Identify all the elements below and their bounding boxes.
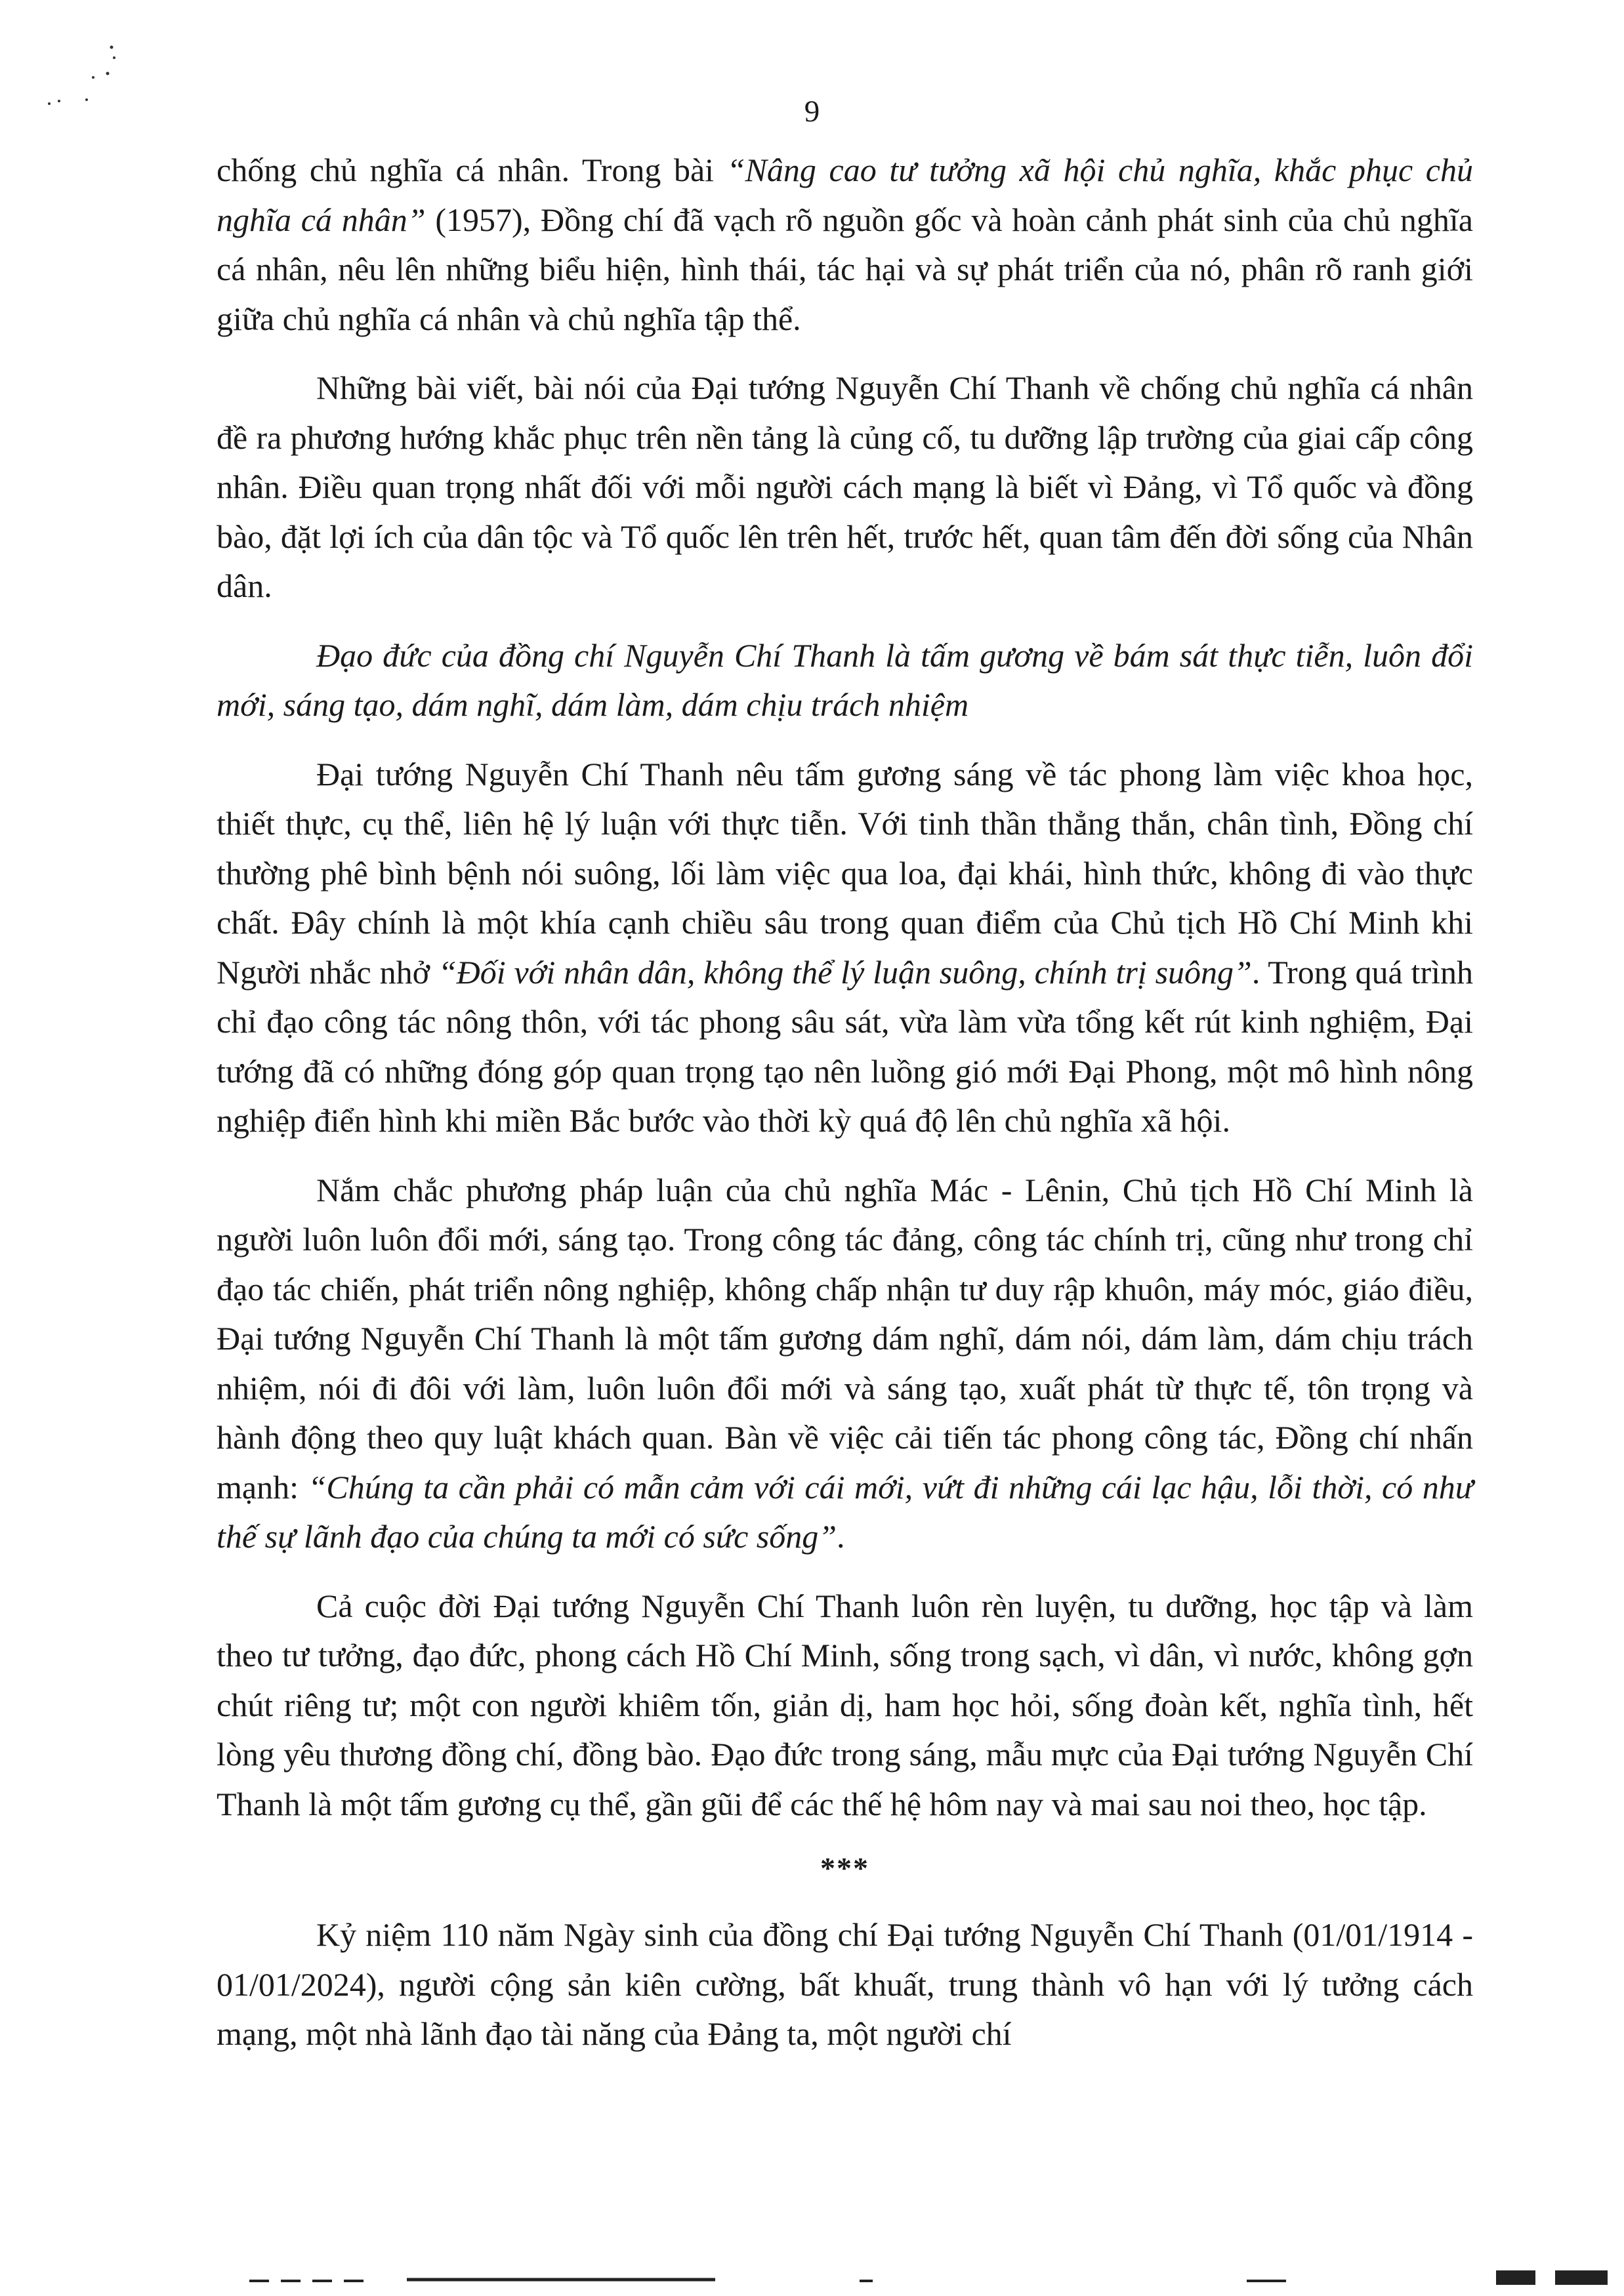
paragraph bbox=[217, 146, 1473, 344]
text-run: Đại tướng Nguyễn Chí Thanh nêu tấm gương sáng về tác phong làm việc khoa học, thiết thực, cụ thể, liên hệ lý luận với thực tiễn. Với tinh thần thẳng thắn, chân tình, Đồng chí thường phê bình bệnh nói suông, lối làm việc qua loa, đại khái, hình thức, không đi vào thực chất. Đây chính là một khía cạnh chiều sâu trong quan điểm của Chủ tịch Hồ Chí Minh khi Người nhắc nhở bbox=[217, 755, 1473, 991]
page-bottom-marks bbox=[0, 2266, 1624, 2286]
paragraph bbox=[217, 1582, 1473, 1830]
paragraph bbox=[217, 750, 1473, 1146]
italic-text: Đạo đức của đồng chí Nguyễn Chí Thanh là tấm gương về bám sát thực tiễn, luôn đổi mới, sáng tạo, dám nghĩ, dám làm, dám chịu trách nhiệm bbox=[217, 636, 1473, 723]
document-body bbox=[217, 146, 1473, 2079]
text-run: Nắm chắc phương pháp luận của chủ nghĩa Mác - Lênin, Chủ tịch Hồ Chí Minh là người luôn luôn đổi mới, sáng tạo. Trong công tác đảng, công tác chính trị, cũng như trong chỉ đạo tác chiến, phát triển nông nghiệp, không chấp nhận tư duy rập khuôn, máy móc, giáo điều, Đại tướng Nguyễn Chí Thanh là một tấm gương dám nghĩ, dám nói, dám làm, dám chịu trách nhiệm, nói đi đôi với làm, luôn luôn đổi mới và sáng tạo, xuất phát từ thực tế, tôn trọng và hành động theo quy luật khách quan. Bàn về việc cải tiến tác phong công tác, Đồng chí nhấn mạnh: bbox=[217, 1171, 1473, 1506]
italic-text: “Đối với nhân dân, không thể lý luận suông, chính trị suông” bbox=[438, 953, 1252, 991]
italic-text: “Nâng cao tư tưởng xã hội chủ nghĩa, khắc phục chủ nghĩa cá nhân” bbox=[217, 152, 1474, 238]
closing-paragraph bbox=[217, 1910, 1473, 2059]
text-run: (1957), Đồng chí đã vạch rõ nguồn gốc và hoàn cảnh phát sinh của chủ nghĩa cá nhân, nêu lên những biểu hiện, hình thái, tác hại và sự phát triển của nó, phân rõ ranh giới giữa chủ nghĩa cá nhân và chủ nghĩa tập thể. bbox=[217, 201, 1473, 337]
paragraph bbox=[217, 1166, 1473, 1562]
text-run: Kỷ niệm 110 năm Ngày sinh của đồng chí Đại tướng Nguyễn Chí Thanh (01/01/1914 - 01/01/2024), người cộng sản kiên cường, bất khuất, trung thành vô hạn với lý tưởng cách mạng, một nhà lãnh đạo tài năng của Đảng ta, một người chí bbox=[217, 1916, 1473, 2052]
text-run: . Trong quá trình chỉ đạo công tác nông thôn, với tác phong sâu sát, vừa làm vừa tổng kết rút kinh nghiệm, Đại tướng đã có những đóng góp quan trọng tạo nên luồng gió mới Đại Phong, một mô hình nông nghiệp điển hình khi miền Bắc bước vào thời kỳ quá độ lên chủ nghĩa xã hội. bbox=[217, 953, 1473, 1139]
italic-text: “Chúng ta cần phải có mẫn cảm với cái mới, vứt đi những cái lạc hậu, lỗi thời, có như thế sự lãnh đạo của chúng ta mới có sức sống” bbox=[217, 1468, 1474, 1555]
page-number: 9 bbox=[804, 94, 820, 129]
paragraph bbox=[217, 363, 1473, 611]
text-run: . bbox=[837, 1518, 845, 1555]
text-run: Cả cuộc đời Đại tướng Nguyễn Chí Thanh luôn rèn luyện, tu dưỡng, học tập và làm theo tư tưởng, đạo đức, phong cách Hồ Chí Minh, sống trong sạch, vì dân, vì nước, không gợn chút riêng tư; một con người khiêm tốn, giản dị, ham học hỏi, sống đoàn kết, nghĩa tình, hết lòng yêu thương đồng chí, đồng bào. Đạo đức trong sáng, mẫu mực của Đại tướng Nguyễn Chí Thanh là một tấm gương cụ thể, gần gũi để các thế hệ hôm nay và mai sau noi theo, học tập. bbox=[217, 1587, 1473, 1822]
text-run: chống chủ nghĩa cá nhân. Trong bài bbox=[217, 152, 727, 188]
section-heading bbox=[217, 631, 1473, 730]
text-run: Những bài viết, bài nói của Đại tướng Nguyễn Chí Thanh về chống chủ nghĩa cá nhân đề ra phương hướng khắc phục trên nền tảng là củng cố, tu dưỡng lập trường của giai cấp công nhân. Điều quan trọng nhất đối với mỗi người cách mạng là biết vì Đảng, vì Tổ quốc và đồng bào, đặt lợi ích của dân tộc và Tổ quốc lên trên hết, trước hết, quan tâm đến đời sống của Nhân dân. bbox=[217, 369, 1473, 604]
section-separator: *** bbox=[820, 1851, 869, 1885]
